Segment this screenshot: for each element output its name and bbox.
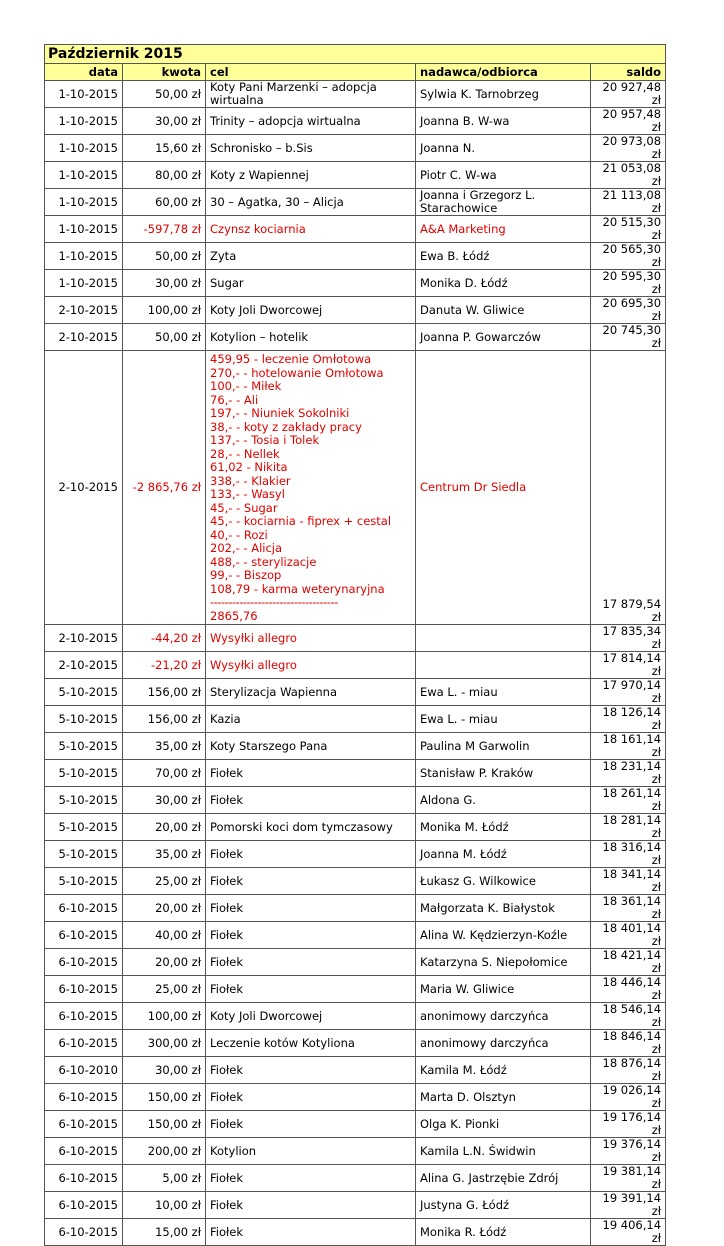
cell-date: 6-10-2015: [45, 1165, 123, 1192]
cell-balance: 18 401,14 zł: [591, 922, 666, 949]
cell-purpose: Fiołek: [206, 760, 416, 787]
cell-date: 6-10-2015: [45, 1192, 123, 1219]
cell-date: 6-10-2015: [45, 1030, 123, 1057]
cell-party: Joanna N.: [416, 135, 591, 162]
ledger-sheet: [44, 44, 665, 1246]
cell-amount: 70,00 zł: [123, 760, 206, 787]
cell-amount: 50,00 zł: [123, 243, 206, 270]
cell-amount: 15,00 zł: [123, 1219, 206, 1246]
table-row: [45, 297, 666, 324]
cell-party: Alina G. Jastrzębie Zdrój: [416, 1165, 591, 1192]
cell-date: 5-10-2015: [45, 841, 123, 868]
cell-purpose: Koty Starszego Pana: [206, 733, 416, 760]
cell-balance: 19 376,14 zł: [591, 1138, 666, 1165]
table-row: [45, 324, 666, 351]
cell-party: Piotr C. W-wa: [416, 162, 591, 189]
cell-balance: 21 053,08 zł: [591, 162, 666, 189]
cell-purpose: Fiołek: [206, 922, 416, 949]
table-row: [45, 1192, 666, 1219]
cell-purpose: Schronisko – b.Sis: [206, 135, 416, 162]
breakdown-line: 270,- - hotelowanie Omłotowa: [210, 365, 384, 380]
header-party: nadawca/odbiorca: [416, 64, 591, 81]
cell-balance: 19 381,14 zł: [591, 1165, 666, 1192]
cell-party: Monika R. Łódź: [416, 1219, 591, 1246]
cell-purpose: Kazia: [206, 706, 416, 733]
cell-balance: 17 879,54 zł: [591, 351, 666, 625]
cell-amount: 100,00 zł: [123, 297, 206, 324]
breakdown-line: 76,- - Ali: [210, 392, 259, 407]
cell-amount: -21,20 zł: [123, 652, 206, 679]
cell-purpose: Fiołek: [206, 895, 416, 922]
breakdown-line: 488,- - sterylizacje: [210, 554, 317, 569]
cell-party: Joanna M. Łódź: [416, 841, 591, 868]
cell-date: 5-10-2015: [45, 706, 123, 733]
cell-purpose: Fiołek: [206, 868, 416, 895]
cell-party: Łukasz G. Wilkowice: [416, 868, 591, 895]
cell-amount: 300,00 zł: [123, 1030, 206, 1057]
cell-party: Joanna B. W-wa: [416, 108, 591, 135]
cell-balance: 19 026,14 zł: [591, 1084, 666, 1111]
cell-amount: 35,00 zł: [123, 841, 206, 868]
cell-amount: 25,00 zł: [123, 976, 206, 1003]
breakdown-line: 459,95 - leczenie Omłotowa: [210, 352, 372, 366]
cell-date: 2-10-2015: [45, 625, 123, 652]
breakdown-line: 99,- - Biszop: [210, 568, 282, 582]
cell-purpose: Fiołek: [206, 1084, 416, 1111]
table-row: [45, 135, 666, 162]
cell-date: 5-10-2015: [45, 760, 123, 787]
table-row: [45, 976, 666, 1003]
table-row: [45, 922, 666, 949]
cell-party: Justyna G. Łódź: [416, 1192, 591, 1219]
cell-date: 1-10-2015: [45, 81, 123, 108]
cell-amount: 100,00 zł: [123, 1003, 206, 1030]
cell-amount: 35,00 zł: [123, 733, 206, 760]
table-row: [45, 1084, 666, 1111]
header-purpose: cel: [206, 64, 416, 81]
cell-party: Joanna P. Gowarczów: [416, 324, 591, 351]
month-title: Październik 2015: [45, 45, 666, 64]
cell-date: 2-10-2015: [45, 652, 123, 679]
table-row: [45, 1030, 666, 1057]
cell-balance: 18 316,14 zł: [591, 841, 666, 868]
cell-amount: 5,00 zł: [123, 1165, 206, 1192]
cell-amount: 20,00 zł: [123, 814, 206, 841]
cell-date: 5-10-2015: [45, 733, 123, 760]
cell-amount: 30,00 zł: [123, 787, 206, 814]
cell-purpose: Fiołek: [206, 976, 416, 1003]
cell-balance: 20 595,30 zł: [591, 270, 666, 297]
cell-party: Aldona G.: [416, 787, 591, 814]
cell-balance: 18 231,14 zł: [591, 760, 666, 787]
cell-balance: 21 113,08 zł: [591, 189, 666, 216]
cell-purpose: Fiołek: [206, 1192, 416, 1219]
cell-date: 6-10-2015: [45, 976, 123, 1003]
cell-balance: 18 361,14 zł: [591, 895, 666, 922]
breakdown-line: 137,- - Tosia i Tolek: [210, 433, 320, 447]
cell-amount: 50,00 zł: [123, 324, 206, 351]
table-row: [45, 895, 666, 922]
table-row: [45, 652, 666, 679]
cell-purpose: Pomorski koci dom tymczasowy: [206, 814, 416, 841]
cell-amount: 30,00 zł: [123, 108, 206, 135]
breakdown-line: 133,- - Wasyl: [210, 487, 285, 501]
cell-party: [416, 652, 591, 679]
ledger-table: [44, 44, 666, 1246]
rows-before: [45, 81, 666, 351]
cell-date: 5-10-2015: [45, 814, 123, 841]
cell-purpose: Zyta: [206, 243, 416, 270]
cell-balance: 18 546,14 zł: [591, 1003, 666, 1030]
cell-amount: -2 865,76 zł: [123, 351, 206, 625]
cell-purpose: Sugar: [206, 270, 416, 297]
cell-party: Sylwia K. Tarnobrzeg: [416, 81, 591, 108]
cell-amount: 20,00 zł: [123, 949, 206, 976]
cell-amount: 30,00 zł: [123, 270, 206, 297]
cell-balance: 17 970,14 zł: [591, 679, 666, 706]
cell-amount: 60,00 zł: [123, 189, 206, 216]
cell-party: Centrum Dr Siedla: [416, 351, 591, 625]
cell-party: Paulina M Garwolin: [416, 733, 591, 760]
table-row: [45, 679, 666, 706]
cell-balance: 19 176,14 zł: [591, 1111, 666, 1138]
cell-party: A&A Marketing: [416, 216, 591, 243]
cell-amount: 20,00 zł: [123, 895, 206, 922]
cell-party: Małgorzata K. Białystok: [416, 895, 591, 922]
table-row: [45, 1165, 666, 1192]
cell-date: 6-10-2015: [45, 1219, 123, 1246]
cell-date: 1-10-2015: [45, 243, 123, 270]
cell-balance: 20 515,30 zł: [591, 216, 666, 243]
table-row: [45, 189, 666, 216]
breakdown-line: 202,- - Alicja: [210, 541, 283, 555]
header-date: data: [45, 64, 123, 81]
cell-purpose: Fiołek: [206, 841, 416, 868]
cell-amount: 30,00 zł: [123, 1057, 206, 1084]
cell-balance: 20 695,30 zł: [591, 297, 666, 324]
cell-date: 1-10-2015: [45, 189, 123, 216]
cell-party: Marta D. Olsztyn: [416, 1084, 591, 1111]
breakdown-line: 100,- - Miłek: [210, 379, 282, 393]
cell-balance: 18 281,14 zł: [591, 814, 666, 841]
cell-amount: 10,00 zł: [123, 1192, 206, 1219]
cell-purpose: Wysyłki allegro: [206, 652, 416, 679]
title-row: [45, 45, 666, 64]
cell-balance: 18 261,14 zł: [591, 787, 666, 814]
header-row: [45, 64, 666, 81]
table-row: [45, 787, 666, 814]
table-row: [45, 733, 666, 760]
cell-amount: 156,00 zł: [123, 706, 206, 733]
cell-date: 1-10-2015: [45, 216, 123, 243]
cell-balance: 20 957,48 zł: [591, 108, 666, 135]
cell-party: anonimowy darczyńca: [416, 1030, 591, 1057]
breakdown-line: -----------------------------------: [210, 595, 338, 609]
table-row: [45, 351, 666, 625]
cell-balance: 18 446,14 zł: [591, 976, 666, 1003]
table-row: [45, 814, 666, 841]
cell-party: Monika M. Łódź: [416, 814, 591, 841]
cell-purpose: Fiołek: [206, 1111, 416, 1138]
cell-balance: 17 814,14 zł: [591, 652, 666, 679]
table-row: [45, 1138, 666, 1165]
cell-party: Ewa B. Łódź: [416, 243, 591, 270]
cell-purpose: Kotylion: [206, 1138, 416, 1165]
cell-purpose: Fiołek: [206, 787, 416, 814]
cell-party: Olga K. Pionki: [416, 1111, 591, 1138]
cell-balance: 18 341,14 zł: [591, 868, 666, 895]
cell-party: Danuta W. Gliwice: [416, 297, 591, 324]
header-amount: kwota: [123, 64, 206, 81]
cell-party: Joanna i Grzegorz L. Starachowice: [416, 189, 591, 216]
table-row: [45, 1003, 666, 1030]
cell-party: Monika D. Łódź: [416, 270, 591, 297]
cell-date: 2-10-2015: [45, 324, 123, 351]
cell-purpose: Sterylizacja Wapienna: [206, 679, 416, 706]
table-row: [45, 1111, 666, 1138]
cell-purpose: Fiołek: [206, 949, 416, 976]
cell-balance: 18 421,14 zł: [591, 949, 666, 976]
cell-balance: 20 973,08 zł: [591, 135, 666, 162]
cell-amount: 200,00 zł: [123, 1138, 206, 1165]
cell-amount: -44,20 zł: [123, 625, 206, 652]
table-row: [45, 81, 666, 108]
cell-party: Kamila M. Łódź: [416, 1057, 591, 1084]
cell-date: 6-10-2015: [45, 1111, 123, 1138]
cell-party: anonimowy darczyńca: [416, 1003, 591, 1030]
breakdown-line: 2865,76: [210, 608, 258, 623]
cell-balance: 19 391,14 zł: [591, 1192, 666, 1219]
cell-balance: 20 927,48 zł: [591, 81, 666, 108]
cell-date: 5-10-2015: [45, 679, 123, 706]
cell-date: 6-10-2010: [45, 1057, 123, 1084]
cell-amount: 150,00 zł: [123, 1084, 206, 1111]
table-row: [45, 1219, 666, 1246]
cell-party: Katarzyna S. Niepołomice: [416, 949, 591, 976]
table-row: [45, 108, 666, 135]
cell-amount: 15,60 zł: [123, 135, 206, 162]
cell-purpose: 30 – Agatka, 30 – Alicja: [206, 189, 416, 216]
cell-date: 6-10-2015: [45, 949, 123, 976]
cell-date: 5-10-2015: [45, 787, 123, 814]
cell-amount: -597,78 zł: [123, 216, 206, 243]
breakdown-line: 197,- - Niuniek Sokolniki: [210, 406, 350, 420]
cell-purpose-breakdown: [206, 351, 416, 625]
cell-amount: 50,00 zł: [123, 81, 206, 108]
cell-date: 1-10-2015: [45, 135, 123, 162]
table-row: [45, 760, 666, 787]
cell-balance: 19 406,14 zł: [591, 1219, 666, 1246]
cell-amount: 80,00 zł: [123, 162, 206, 189]
table-row: [45, 1057, 666, 1084]
cell-balance: 18 161,14 zł: [591, 733, 666, 760]
cell-purpose: Koty Joli Dworcowej: [206, 297, 416, 324]
table-row: [45, 625, 666, 652]
cell-amount: 40,00 zł: [123, 922, 206, 949]
cell-purpose: Koty z Wapiennej: [206, 162, 416, 189]
table-row: [45, 949, 666, 976]
cell-date: 1-10-2015: [45, 270, 123, 297]
cell-purpose: Fiołek: [206, 1219, 416, 1246]
table-row: [45, 216, 666, 243]
cell-date: 6-10-2015: [45, 895, 123, 922]
cell-purpose: Wysyłki allegro: [206, 625, 416, 652]
cell-amount: 150,00 zł: [123, 1111, 206, 1138]
cell-date: 1-10-2015: [45, 108, 123, 135]
cell-date: 2-10-2015: [45, 351, 123, 625]
table-row: [45, 270, 666, 297]
cell-date: 6-10-2015: [45, 1084, 123, 1111]
breakdown-line: 45,- - Sugar: [210, 500, 278, 515]
cell-party: Stanisław P. Kraków: [416, 760, 591, 787]
cell-purpose: Koty Joli Dworcowej: [206, 1003, 416, 1030]
cell-date: 6-10-2015: [45, 1003, 123, 1030]
cell-purpose: Trinity – adopcja wirtualna: [206, 108, 416, 135]
breakdown-line: 45,- - kociarnia - fiprex + cestal: [210, 514, 392, 528]
rows-after: [45, 625, 666, 1246]
cell-purpose: Fiołek: [206, 1165, 416, 1192]
cell-balance: 18 126,14 zł: [591, 706, 666, 733]
cell-balance: 20 745,30 zł: [591, 324, 666, 351]
table-row: [45, 841, 666, 868]
breakdown-line: 28,- - Nellek: [210, 446, 280, 461]
cell-date: 5-10-2015: [45, 868, 123, 895]
cell-date: 1-10-2015: [45, 162, 123, 189]
cell-party: [416, 625, 591, 652]
cell-party: Alina W. Kędzierzyn-Koźle: [416, 922, 591, 949]
cell-balance: 18 846,14 zł: [591, 1030, 666, 1057]
cell-purpose: Kotylion – hotelik: [206, 324, 416, 351]
cell-party: Maria W. Gliwice: [416, 976, 591, 1003]
table-row: [45, 162, 666, 189]
table-row: [45, 868, 666, 895]
cell-date: 2-10-2015: [45, 297, 123, 324]
breakdown-line: 40,- - Rozi: [210, 527, 268, 542]
cell-party: Kamila L.N. Świdwin: [416, 1138, 591, 1165]
cell-amount: 25,00 zł: [123, 868, 206, 895]
cell-balance: 17 835,34 zł: [591, 625, 666, 652]
cell-purpose: Czynsz kociarnia: [206, 216, 416, 243]
header-balance: saldo: [591, 64, 666, 81]
cell-amount: 156,00 zł: [123, 679, 206, 706]
cell-purpose: Koty Pani Marzenki – adopcja wirtualna: [206, 81, 416, 108]
cell-purpose: Leczenie kotów Kotyliona: [206, 1030, 416, 1057]
big-row-group: [45, 351, 666, 625]
breakdown-line: 38,- - koty z zakłady pracy: [210, 419, 362, 434]
cell-purpose: Fiołek: [206, 1057, 416, 1084]
cell-party: Ewa L. - miau: [416, 679, 591, 706]
cell-date: 6-10-2015: [45, 1138, 123, 1165]
cell-balance: 20 565,30 zł: [591, 243, 666, 270]
table-row: [45, 243, 666, 270]
breakdown-line: 338,- - Klakier: [210, 473, 291, 488]
cell-date: 6-10-2015: [45, 922, 123, 949]
breakdown-line: 61,02 - Nikita: [210, 460, 288, 474]
breakdown-line: 108,79 - karma weterynaryjna: [210, 581, 385, 596]
cell-party: Ewa L. - miau: [416, 706, 591, 733]
table-row: [45, 706, 666, 733]
cell-balance: 18 876,14 zł: [591, 1057, 666, 1084]
